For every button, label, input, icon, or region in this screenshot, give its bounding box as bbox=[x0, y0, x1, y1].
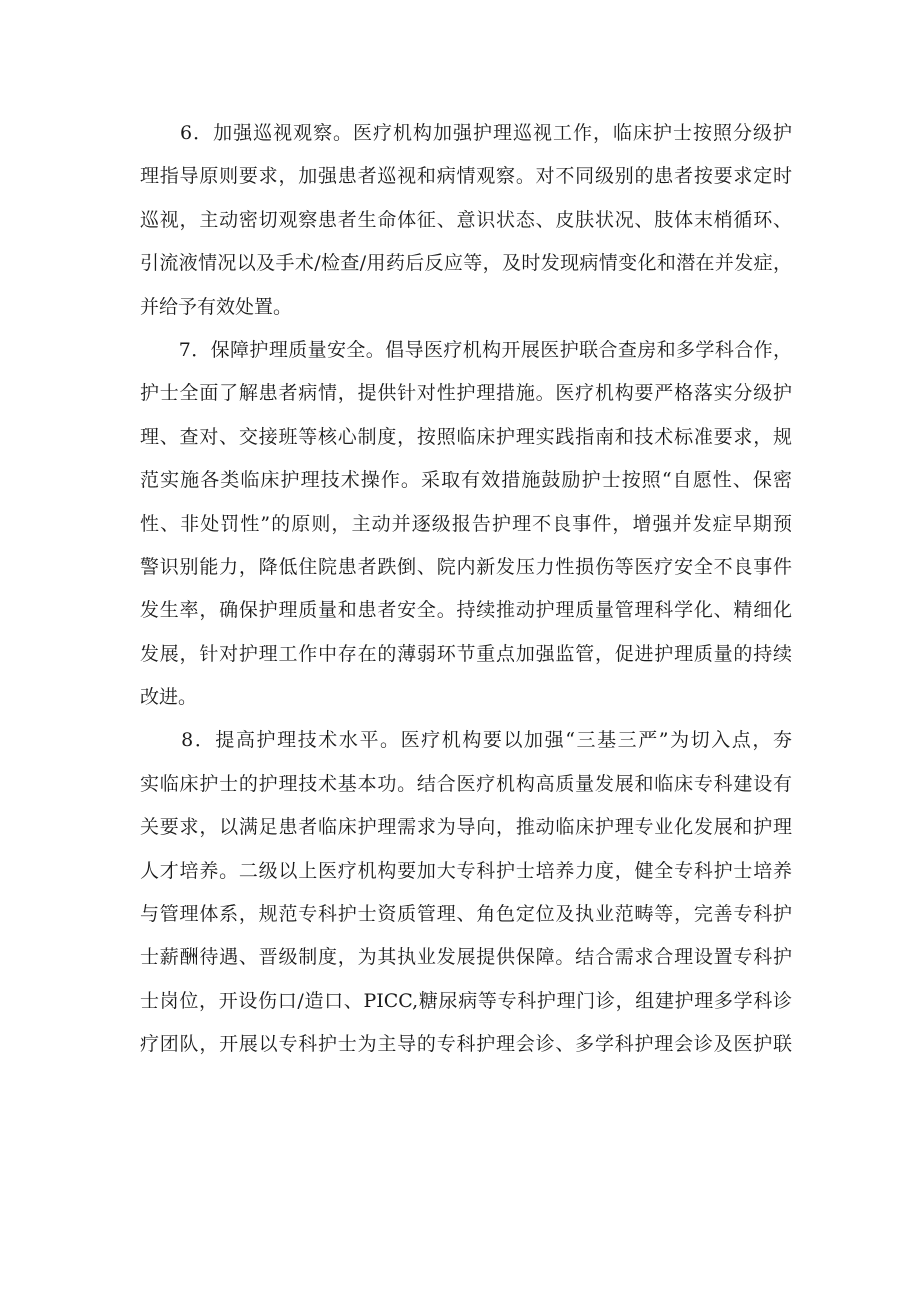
text-line: 发展，针对护理工作中存在的薄弱环节重点加强监管，促进护理质量的持续 bbox=[140, 642, 792, 665]
text-line: 7．保障护理质量安全。倡导医疗机构开展医护联合查房和多学科合作， bbox=[140, 338, 792, 361]
text-line: 人才培养。二级以上医疗机构要加大专科护士培养力度，健全专科护士培养 bbox=[140, 859, 792, 882]
text-line: 6．加强巡视观察。医疗机构加强护理巡视工作，临床护士按照分级护 bbox=[140, 122, 792, 144]
text-line: 士薪酬待遇、晋级制度，为其执业发展提供保障。结合需求合理设置专科护 bbox=[140, 946, 792, 969]
text-line: 理、查对、交接班等核心制度，按照临床护理实践指南和技术标准要求，规 bbox=[140, 425, 792, 448]
paragraph-8-technical-level bbox=[140, 719, 792, 1066]
document-body bbox=[140, 112, 792, 1067]
text-line: 警识别能力，降低住院患者跌倒、院内新发压力性损伤等医疗安全不良事件 bbox=[140, 555, 792, 578]
text-line: 性、非处罚性”的原则，主动并逐级报告护理不良事件，增强并发症早期预 bbox=[140, 512, 792, 535]
text-line: 改进。 bbox=[140, 686, 198, 709]
paragraph-6-patrol-observation bbox=[140, 112, 792, 329]
text-line: 巡视，主动密切观察患者生命体征、意识状态、皮肤状况、肢体末梢循环、 bbox=[140, 208, 792, 231]
text-line: 与管理体系，规范专科护士资质管理、角色定位及执业范畴等，完善专科护 bbox=[140, 903, 792, 926]
text-line: 并给予有效处置。 bbox=[140, 295, 293, 318]
text-line: 发生率，确保护理质量和患者安全。持续推动护理质量管理科学化、精细化 bbox=[140, 599, 792, 622]
text-line: 范实施各类临床护理技术操作。采取有效措施鼓励护士按照“自愿性、保密 bbox=[140, 469, 792, 492]
text-line: 理指导原则要求，加强患者巡视和病情观察。对不同级别的患者按要求定时 bbox=[140, 165, 792, 188]
text-line: 实临床护士的护理技术基本功。结合医疗机构高质量发展和临床专科建设有 bbox=[140, 772, 792, 795]
text-line: 关要求，以满足患者临床护理需求为导向，推动临床护理专业化发展和护理 bbox=[140, 816, 792, 839]
paragraph-7-quality-safety bbox=[140, 329, 792, 720]
text-line: 8．提高护理技术水平。医疗机构要以加强“三基三严”为切入点，夯 bbox=[140, 729, 792, 752]
text-line: 士岗位，开设伤口/造口、PICC,糖尿病等专科护理门诊，组建护理多学科诊 bbox=[140, 989, 792, 1012]
text-line: 护士全面了解患者病情，提供针对性护理措施。医疗机构要严格落实分级护 bbox=[140, 382, 792, 405]
text-line: 疗团队，开展以专科护士为主导的专科护理会诊、多学科护理会诊及医护联 bbox=[140, 1033, 792, 1056]
text-line: 引流液情况以及手术/检查/用药后反应等，及时发现病情变化和潜在并发症， bbox=[140, 252, 792, 275]
